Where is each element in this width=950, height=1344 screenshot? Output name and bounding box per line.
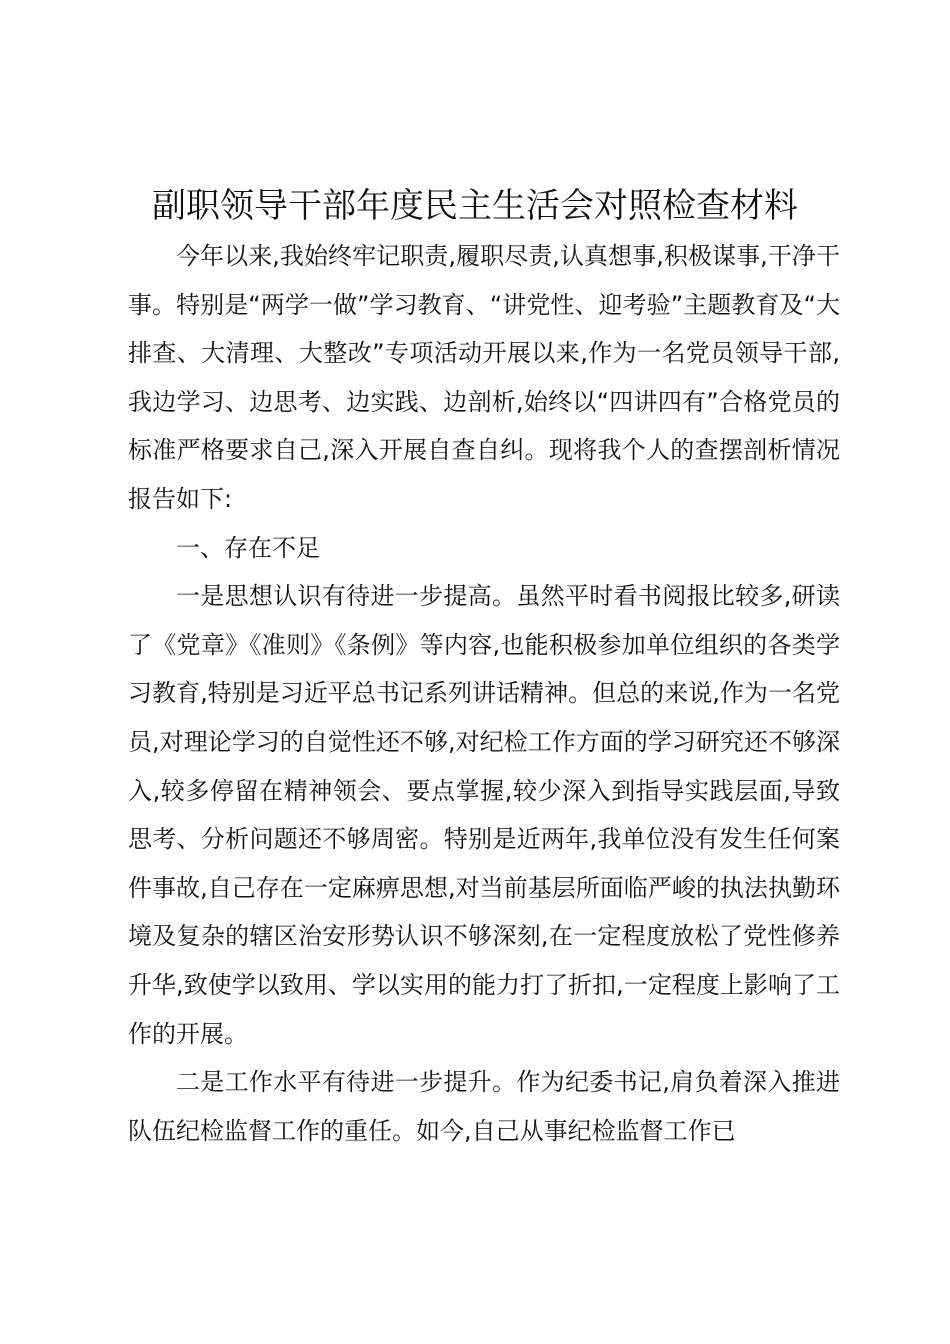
paragraph-intro: 今年以来,我始终牢记职责,履职尽责,认真想事,积极谋事,干净干事。特别是“两学一做”学习教育、“讲党性、迎考验”主题教育及“大排查、大清理、大整改”专项活动开展以来,作为一名党员领导干部,我边学习、边思考、边实践、边剖析,始终以“四讲四有”合格党员的标准严格要求自己,深入开展自查自纠。现将我个人的查摆剖析情况报告如下:: [128, 242, 840, 513]
section-heading-shortcomings: 一、存在不足: [176, 533, 320, 562]
paragraph-point-one: 一是思想认识有待进一步提高。虽然平时看书阅报比较多,研读了《党章》《准则》《条例》等内容,也能积极参加单位组织的各类学习教育,特别是习近平总书记系列讲话精神。但总的来说,作为一名党员,对理论学习的自觉性还不够,对纪检工作方面的学习研究还不够深入,较多停留在精神领会、要点掌握,较少深入到指导实践层面,导致思考、分析问题还不够周密。特别是近两年,我单位没有发生任何案件事故,自己存在一定麻痹思想,对当前基层所面临严峻的执法执勤环境及复杂的辖区治安形势认识不够深刻,在一定程度放松了党性修养升华,致使学以致用、学以实用的能力打了折扣,一定程度上影响了工作的开展。: [128, 582, 840, 1048]
document-body: [128, 232, 840, 1155]
paragraph-point-two: 二是工作水平有待进一步提升。作为纪委书记,肩负着深入推进队伍纪检监督工作的重任。如今,自己从事纪检监督工作已: [128, 1068, 840, 1145]
document-title: 副职领导干部年度民主生活会对照检查材料: [152, 186, 798, 226]
